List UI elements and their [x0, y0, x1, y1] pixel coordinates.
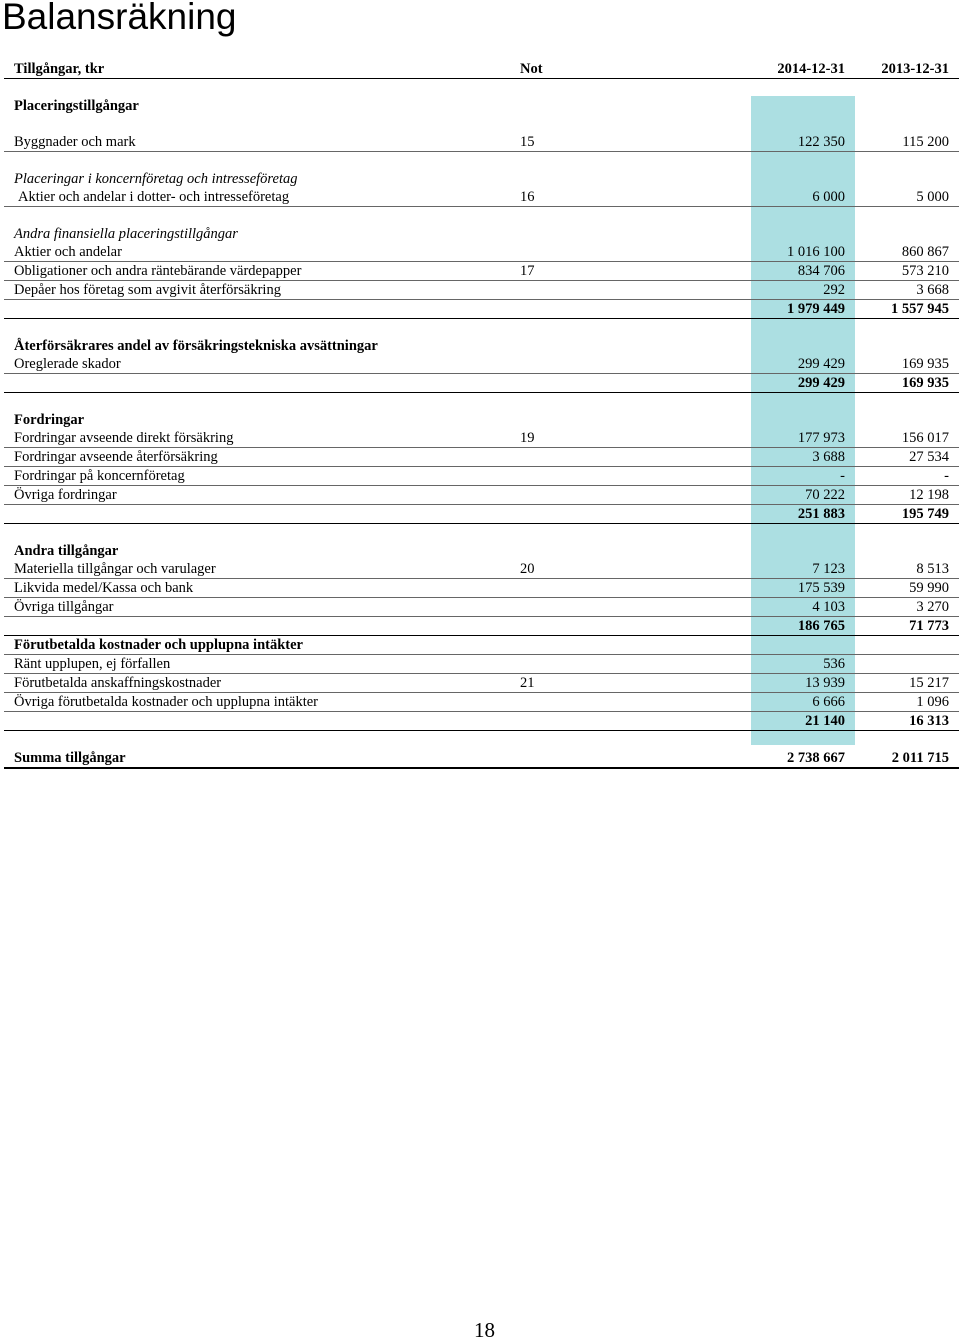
row-label: Fordringar på koncernföretag: [4, 467, 510, 486]
row-value-2014: 122 350: [751, 133, 855, 152]
table-row: [4, 243, 959, 262]
row-value-2013: 8 513: [855, 560, 959, 579]
table-row: [4, 560, 959, 579]
row-note: [510, 655, 751, 674]
row-value-2014: 13 939: [751, 674, 855, 693]
row-value-2013: [855, 655, 959, 674]
subtotal-2013: 169 935: [855, 374, 959, 393]
row-value-2013: 12 198: [855, 486, 959, 505]
row-value-2013: 156 017: [855, 429, 959, 448]
subtotal-2013: 16 313: [855, 712, 959, 731]
row-note: 17: [510, 262, 751, 281]
row-note: [510, 281, 751, 300]
row-label: Fordringar: [14, 412, 85, 428]
row-value-2013: 3 668: [855, 281, 959, 300]
page-title: Balansräkning: [2, 0, 237, 37]
row-note: 19: [510, 429, 751, 448]
row-note: [510, 467, 751, 486]
table-row: [4, 693, 959, 712]
table-row: [4, 655, 959, 674]
subtotal-2013: 1 557 945: [855, 300, 959, 319]
section-heading: [4, 411, 959, 429]
table-row: [4, 281, 959, 300]
row-label: Återförsäkrares andel av försäkringstekniska avsättningar: [14, 338, 378, 354]
row-value-2013: 27 534: [855, 448, 959, 467]
subtotal-2014: 299 429: [751, 374, 855, 393]
row-note: 16: [510, 188, 751, 207]
row-note: 20: [510, 560, 751, 579]
row-value-2014: 175 539: [751, 579, 855, 598]
table-row: [4, 448, 959, 467]
table-row: [4, 262, 959, 281]
subtotal-row: [4, 374, 959, 393]
row-label: Ränt upplupen, ej förfallen: [4, 655, 510, 674]
table-row: [4, 355, 959, 374]
subsection-heading: [4, 170, 959, 188]
table-row: [4, 598, 959, 617]
header-year-2014: 2014-12-31: [751, 57, 855, 79]
row-label: Förutbetalda anskaffningskostnader: [4, 674, 510, 693]
section-heading: [4, 337, 959, 355]
subtotal-row: [4, 617, 959, 636]
row-note: [510, 243, 751, 262]
row-value-2013: 1 096: [855, 693, 959, 712]
row-value-2013: 573 210: [855, 262, 959, 281]
row-value-2013: 860 867: [855, 243, 959, 262]
row-label: Aktier och andelar: [4, 243, 510, 262]
row-label: Andra finansiella placeringstillgångar: [14, 226, 238, 242]
section-heading: [4, 636, 959, 655]
row-value-2013: 15 217: [855, 674, 959, 693]
row-note: [510, 448, 751, 467]
row-label: Obligationer och andra räntebärande värdepapper: [4, 262, 510, 281]
row-value-2014: 3 688: [751, 448, 855, 467]
table-row: [4, 674, 959, 693]
row-value-2014: 177 973: [751, 429, 855, 448]
page-number: 18: [474, 1318, 495, 1342]
row-label: Materiella tillgångar och varulager: [4, 560, 510, 579]
row-value-2013: 3 270: [855, 598, 959, 617]
table-row: [4, 467, 959, 486]
row-note: [510, 598, 751, 617]
row-note: [510, 486, 751, 505]
subtotal-2013: 195 749: [855, 505, 959, 524]
section-heading: [4, 97, 959, 115]
row-label: Övriga tillgångar: [4, 598, 510, 617]
header-year-2013: 2013-12-31: [855, 57, 959, 79]
row-label: Placeringar i koncernföretag och intresseföretag: [14, 171, 298, 187]
row-note: [510, 693, 751, 712]
row-value-2014: 70 222: [751, 486, 855, 505]
row-label: Placeringstillgångar: [14, 98, 139, 114]
row-note: [510, 579, 751, 598]
row-value-2014: 4 103: [751, 598, 855, 617]
table-row: [4, 188, 959, 207]
row-note: 21: [510, 674, 751, 693]
row-value-2014: 292: [751, 281, 855, 300]
table-row: [4, 133, 959, 152]
subtotal-2013: 71 773: [855, 617, 959, 636]
table-row: [4, 579, 959, 598]
subtotal-2014: 186 765: [751, 617, 855, 636]
row-label: Fordringar avseende direkt försäkring: [4, 429, 510, 448]
row-label: Övriga förutbetalda kostnader och upplupna intäkter: [4, 693, 510, 712]
row-value-2014: 6 666: [751, 693, 855, 712]
row-value-2014: 7 123: [751, 560, 855, 579]
row-note: [510, 355, 751, 374]
row-label: Summa tillgångar: [4, 749, 510, 768]
row-label: Förutbetalda kostnader och upplupna intäkter: [4, 636, 510, 655]
row-label: Övriga fordringar: [4, 486, 510, 505]
table-row: [4, 429, 959, 448]
row-label: Fordringar avseende återförsäkring: [4, 448, 510, 467]
row-label: Depåer hos företag som avgivit återförsäkring: [4, 281, 510, 300]
row-value-2013: 115 200: [855, 133, 959, 152]
row-value-2014: 536: [751, 655, 855, 674]
row-label: Aktier och andelar i dotter- och intresseföretag: [4, 188, 510, 207]
row-label: Andra tillgångar: [14, 543, 119, 559]
subtotal-2014: 21 140: [751, 712, 855, 731]
subsection-heading: [4, 225, 959, 243]
row-label: Likvida medel/Kassa och bank: [4, 579, 510, 598]
subtotal-row: [4, 505, 959, 524]
grand-total-row: [4, 749, 959, 768]
row-value-2014: 1 016 100: [751, 243, 855, 262]
subtotal-2014: 1 979 449: [751, 300, 855, 319]
section-heading: [4, 542, 959, 560]
row-value-2014: 6 000: [751, 188, 855, 207]
header-label: Tillgångar, tkr: [4, 57, 510, 79]
row-value-2014: 834 706: [751, 262, 855, 281]
row-value-2013: 5 000: [855, 188, 959, 207]
row-value-2013: -: [855, 467, 959, 486]
table-header-row: [4, 57, 959, 79]
total-2013: 2 011 715: [855, 749, 959, 768]
row-value-2014: 299 429: [751, 355, 855, 374]
header-not: Not: [510, 57, 751, 79]
balance-sheet-table: [4, 57, 959, 769]
table-row: [4, 486, 959, 505]
total-2014: 2 738 667: [751, 749, 855, 768]
row-value-2013: 59 990: [855, 579, 959, 598]
row-note: 15: [510, 133, 751, 152]
row-value-2013: 169 935: [855, 355, 959, 374]
subtotal-row: [4, 300, 959, 319]
subtotal-row: [4, 712, 959, 731]
row-label: Oreglerade skador: [4, 355, 510, 374]
subtotal-2014: 251 883: [751, 505, 855, 524]
row-value-2014: -: [751, 467, 855, 486]
row-label: Byggnader och mark: [4, 133, 510, 152]
